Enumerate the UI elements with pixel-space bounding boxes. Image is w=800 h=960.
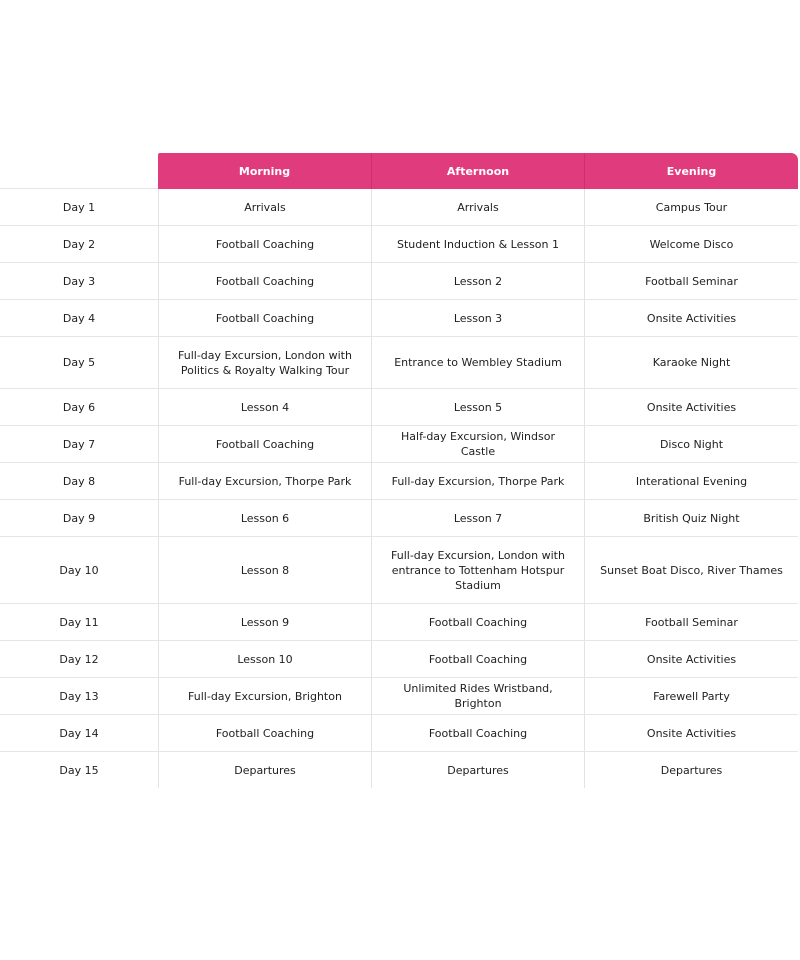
evening-cell: Onsite Activities bbox=[584, 300, 798, 336]
table-row bbox=[0, 641, 798, 678]
evening-cell: Football Seminar bbox=[584, 263, 798, 299]
day-label: Day 10 bbox=[59, 563, 99, 577]
table-row bbox=[0, 263, 798, 300]
header-morning: Morning bbox=[158, 153, 371, 189]
schedule-table bbox=[0, 153, 798, 788]
day-label: Day 7 bbox=[62, 437, 96, 451]
evening-cell: Departures bbox=[584, 752, 798, 788]
day-label: Day 5 bbox=[62, 356, 96, 369]
afternoon-cell: Football Coaching bbox=[371, 715, 584, 751]
table-row bbox=[0, 389, 798, 426]
afternoon-cell: Half-day Excursion, Windsor Castle bbox=[371, 426, 584, 462]
table-header-row bbox=[0, 153, 798, 189]
afternoon-cell: Arrivals bbox=[371, 189, 584, 225]
afternoon-cell: Student Induction & Lesson 1 bbox=[371, 226, 584, 262]
table-row bbox=[0, 300, 798, 337]
day-label: Day 3 bbox=[62, 274, 96, 288]
morning-cell: Full-day Excursion, Brighton bbox=[158, 678, 371, 714]
evening-cell: Interational Evening bbox=[584, 463, 798, 499]
morning-cell: Football Coaching bbox=[158, 263, 371, 299]
table-row bbox=[0, 715, 798, 752]
table-row bbox=[0, 500, 798, 537]
table-row bbox=[0, 189, 798, 226]
evening-cell: Welcome Disco bbox=[584, 226, 798, 262]
morning-cell: Football Coaching bbox=[158, 715, 371, 751]
day-label: Day 9 bbox=[62, 511, 96, 525]
day-label: Day 14 bbox=[59, 726, 99, 740]
day-label: Day 11 bbox=[59, 615, 99, 629]
morning-cell: Full-day Excursion, Thorpe Park bbox=[158, 463, 371, 499]
evening-cell: Campus Tour bbox=[584, 189, 798, 225]
evening-cell: Farewell Party bbox=[584, 678, 798, 714]
morning-cell: Lesson 4 bbox=[158, 389, 371, 425]
morning-cell: Football Coaching bbox=[158, 226, 371, 262]
afternoon-cell: Football Coaching bbox=[371, 604, 584, 640]
morning-cell: Football Coaching bbox=[158, 300, 371, 336]
morning-cell: Departures bbox=[158, 752, 371, 788]
afternoon-cell: Lesson 5 bbox=[371, 389, 584, 425]
afternoon-cell: Football Coaching bbox=[371, 641, 584, 677]
afternoon-cell: Lesson 3 bbox=[371, 300, 584, 336]
morning-cell: Arrivals bbox=[158, 189, 371, 225]
evening-cell: Onsite Activities bbox=[584, 715, 798, 751]
evening-cell: Disco Night bbox=[584, 426, 798, 462]
afternoon-cell: Lesson 2 bbox=[371, 263, 584, 299]
day-label: Day 1 bbox=[62, 200, 96, 214]
day-label: Day 8 bbox=[62, 474, 96, 488]
day-label: Day 2 bbox=[62, 237, 96, 251]
morning-cell: Lesson 8 bbox=[158, 537, 371, 603]
table-row bbox=[0, 426, 798, 463]
day-label: Day 4 bbox=[62, 311, 96, 325]
table-row bbox=[0, 463, 798, 500]
afternoon-cell: Unlimited Rides Wristband, Brighton bbox=[371, 678, 584, 714]
day-label: Day 6 bbox=[62, 400, 96, 414]
table-row bbox=[0, 678, 798, 715]
day-label: Day 15 bbox=[59, 763, 99, 777]
evening-cell: Karaoke Night bbox=[584, 337, 798, 388]
table-row bbox=[0, 537, 798, 604]
morning-cell: Football Coaching bbox=[158, 426, 371, 462]
morning-cell: Lesson 9 bbox=[158, 604, 371, 640]
header-afternoon: Afternoon bbox=[371, 153, 584, 189]
morning-cell: Lesson 6 bbox=[158, 500, 371, 536]
morning-cell: Full-day Excursion, London with Politics & Royalty Walking Tour bbox=[158, 337, 371, 388]
evening-cell: Sunset Boat Disco, River Thames bbox=[584, 537, 798, 603]
afternoon-cell: Departures bbox=[371, 752, 584, 788]
evening-cell: Onsite Activities bbox=[584, 389, 798, 425]
afternoon-cell: Full-day Excursion, London with entrance to Tottenham Hotspur Stadium bbox=[371, 537, 584, 603]
evening-cell: Football Seminar bbox=[584, 604, 798, 640]
table-row bbox=[0, 337, 798, 389]
header-evening: Evening bbox=[584, 153, 798, 189]
day-label: Day 12 bbox=[59, 652, 99, 666]
afternoon-cell: Entrance to Wembley Stadium bbox=[371, 337, 584, 388]
table-row bbox=[0, 752, 798, 788]
table-row bbox=[0, 226, 798, 263]
day-label: Day 13 bbox=[59, 689, 99, 703]
evening-cell: Onsite Activities bbox=[584, 641, 798, 677]
morning-cell: Lesson 10 bbox=[158, 641, 371, 677]
table-row bbox=[0, 604, 798, 641]
header-empty-cell bbox=[0, 153, 158, 189]
afternoon-cell: Full-day Excursion, Thorpe Park bbox=[371, 463, 584, 499]
evening-cell: British Quiz Night bbox=[584, 500, 798, 536]
afternoon-cell: Lesson 7 bbox=[371, 500, 584, 536]
